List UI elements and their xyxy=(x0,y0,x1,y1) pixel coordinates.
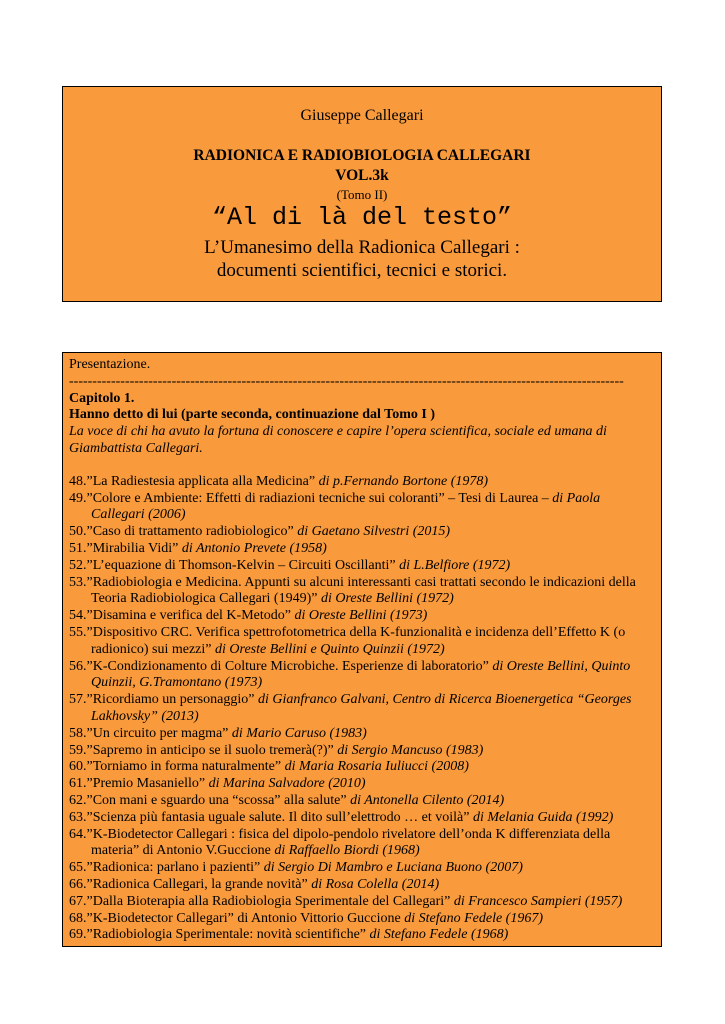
toc-entry-title: 53.”Radiobiologia e Medicina. Appunti su alcuni interessanti casi trattati secondo le indicazioni della Teoria Radiobiologica Callegari (1949)” xyxy=(69,574,636,607)
main-title: “Al di là del testo” xyxy=(211,203,513,232)
table-of-contents xyxy=(62,352,662,947)
toc-entry xyxy=(69,474,655,491)
toc-entry-author: di Maria Rosaria Iuliucci (2008) xyxy=(281,759,469,775)
toc-entry-author: di Antonella Cilento (2014) xyxy=(346,792,505,808)
toc-entry-title: 51.”Mirabilia Vidi” xyxy=(69,540,179,556)
toc-entry-title: 61.”Premio Masaniello” xyxy=(69,776,206,792)
presentation-label: Presentazione. xyxy=(69,357,151,372)
toc-entry xyxy=(69,810,655,827)
toc-entry-title: 59.”Sapremo in anticipo se il suolo tremerà(?)” xyxy=(69,742,334,758)
toc-entry-author: di Gianfranco Galvani, Centro di Ricerca Bioenergetica “Georges Lakhovsky” (2013) xyxy=(91,692,632,724)
toc-entry-author: di Melania Guida (1992) xyxy=(469,809,614,825)
toc-entry-title: 56.”K-Condizionamento di Colture Microbiche. Esperienze di laboratorio” xyxy=(69,658,489,674)
toc-entry xyxy=(69,726,655,743)
toc-entry-author: di Sergio Di Mambro e Luciana Buono (2007) xyxy=(260,860,523,876)
cover-title-box xyxy=(62,86,662,302)
toc-entry xyxy=(69,827,655,861)
chapter-title: Hanno detto di lui (parte seconda, continuazione dal Tomo I ) xyxy=(69,407,435,423)
toc-entry-title: 54.”Disamina e verifica del K-Metodo” xyxy=(69,608,291,624)
toc-entry-title: 67.”Dalla Bioterapia alla Radiobiologia Sperimentale del Callegari” xyxy=(69,893,451,909)
toc-entry-author: di Oreste Bellini (1973) xyxy=(290,608,428,624)
toc-entry xyxy=(69,759,655,776)
toc-entry xyxy=(69,911,655,928)
subtitle-line-1: L’Umanesimo della Radionica Callegari : xyxy=(204,237,520,258)
toc-entry-author: di Oreste Bellini, Quinto Quinzii, G.Tramontano (1973) xyxy=(91,658,631,691)
toc-entry xyxy=(69,558,655,575)
volume-number: VOL.3k xyxy=(335,167,389,184)
chapter-description: La voce di chi ha avuto la fortuna di conoscere e capire l’opera scientifica, sociale ed umana di Giambattista Callegari. xyxy=(69,424,607,456)
toc-entry xyxy=(69,927,655,944)
toc-entry-title: 69.”Radiobiologia Sperimentale: novità scientifiche” xyxy=(69,927,367,943)
toc-entry xyxy=(69,608,655,625)
tomo-label: (Tomo II) xyxy=(336,187,388,202)
toc-entry-title: 58.”Un circuito per magma” xyxy=(69,725,229,741)
toc-entry xyxy=(69,776,655,793)
toc-entry-author: di Sergio Mancuso (1983) xyxy=(333,742,484,758)
spacer xyxy=(69,458,655,474)
toc-entry-title: 66.”Radionica Callegari, la grande novità” xyxy=(69,876,308,892)
toc-entry-title: 57.”Ricordiamo un personaggio” xyxy=(69,692,255,708)
toc-entry-author: di Marina Salvadore (2010) xyxy=(205,776,366,792)
toc-entry-title: 55.”Dispositivo CRC. Verifica spettrofotometrica della K-funzionalità e incidenza dell’Effetto K (o radionico) sui mezzi” xyxy=(69,624,626,657)
toc-entry-author: di Stefano Fedele (1968) xyxy=(366,927,509,943)
toc-entry-title: 52.”L’equazione di Thomson-Kelvin – Circuiti Oscillanti” xyxy=(69,557,396,573)
toc-entry xyxy=(69,541,655,558)
toc-entry-title: 68.”K-Biodetector Callegari” di Antonio Vittorio Guccione xyxy=(69,910,405,926)
toc-entry-title: 65.”Radionica: parlano i pazienti” xyxy=(69,860,261,876)
toc-entry-author: di Stefano Fedele (1967) xyxy=(404,910,544,926)
chapter-number: Capitolo 1. xyxy=(69,390,135,406)
toc-entry xyxy=(69,524,655,541)
toc-entry-author: di Francesco Sampieri (1957) xyxy=(450,893,623,909)
toc-entry-author: di p.Fernando Bortone (1978) xyxy=(315,473,489,489)
toc-entries xyxy=(69,474,655,944)
toc-entry-title: 64.”K-Biodetector Callegari : fisica del dipolo-pendolo rivelatore dell’onda K differenziata della materia” di Antonio V.Guccione xyxy=(69,826,611,859)
toc-entry xyxy=(69,692,655,726)
toc-entry-author: di Gaetano Silvestri (2015) xyxy=(293,524,451,540)
toc-entry xyxy=(69,491,655,525)
toc-entry-title: 50.”Caso di trattamento radiobiologico” xyxy=(69,524,294,540)
toc-entry xyxy=(69,743,655,760)
toc-entry-author: di Paola Callegari (2006) xyxy=(91,490,601,523)
author-name: Giuseppe Callegari xyxy=(300,107,424,124)
toc-entry-author: di Oreste Bellini e Quinto Quinzii (1972) xyxy=(211,641,445,657)
toc-entry-author: di Antonio Prevete (1958) xyxy=(178,540,327,556)
toc-entry-author: di Mario Caruso (1983) xyxy=(228,725,367,741)
toc-entry xyxy=(69,793,655,810)
toc-entry-title: 48.”La Radiestesia applicata alla Medicina” xyxy=(69,473,316,489)
toc-entry xyxy=(69,894,655,911)
toc-entry xyxy=(69,659,655,693)
series-title: RADIONICA E RADIOBIOLOGIA CALLEGARI xyxy=(193,147,531,164)
toc-entry xyxy=(69,625,655,659)
toc-entry-author: di Raffaello Biordi (1968) xyxy=(270,843,420,859)
separator-line: ----------------------------------------------------------------------------------------------------------------------- xyxy=(69,373,624,389)
toc-entry-author: di L.Belfiore (1972) xyxy=(395,557,511,573)
toc-entry-title: 60.”Torniamo in forma naturalmente” xyxy=(69,759,282,775)
toc-entry-title: 62.”Con mani e sguardo una “scossa” alla salute” xyxy=(69,792,347,808)
toc-entry-title: 49.”Colore e Ambiente: Effetti di radiazioni tecniche sui coloranti” – Tesi di Laurea – xyxy=(69,490,549,506)
toc-entry xyxy=(69,575,655,609)
toc-entry-author: di Oreste Bellini (1972) xyxy=(317,591,454,607)
toc-entry xyxy=(69,860,655,877)
toc-entry xyxy=(69,877,655,894)
subtitle-line-2: documenti scientifici, tecnici e storici. xyxy=(216,260,508,281)
toc-entry-author: di Rosa Colella (2014) xyxy=(307,876,440,892)
toc-entry-title: 63.”Scienza più fantasia uguale salute. Il dito sull’elettrodo … et voilà” xyxy=(69,809,470,825)
